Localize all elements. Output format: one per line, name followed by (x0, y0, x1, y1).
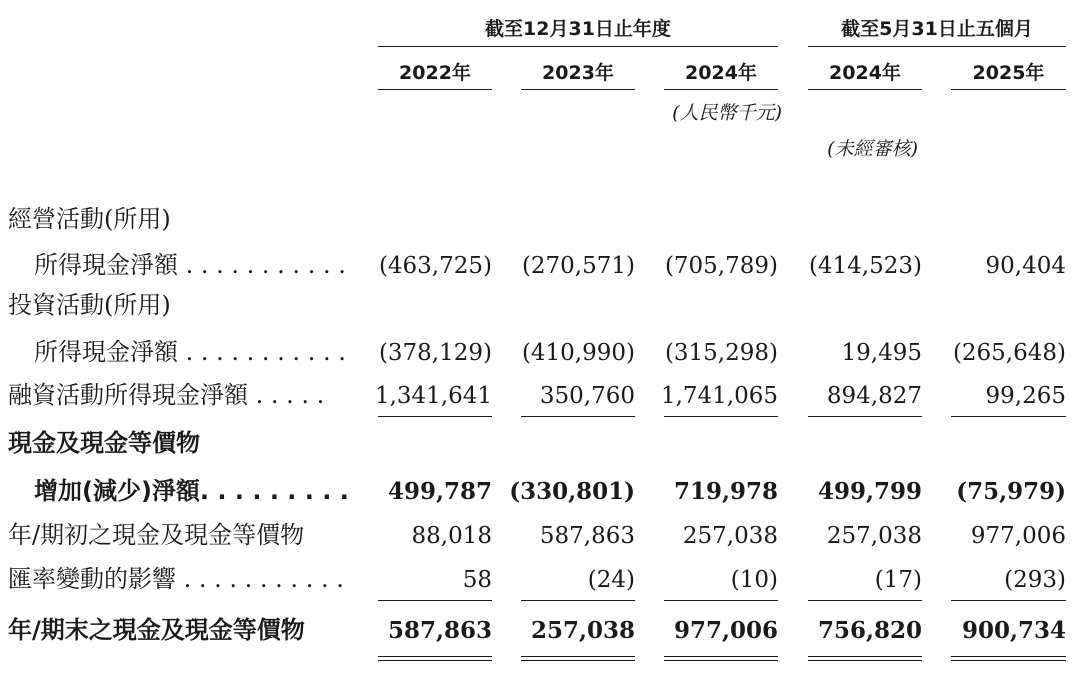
row-financing-value: 1,741,065 (660, 383, 778, 409)
row-net-change-value: 499,799 (817, 478, 922, 505)
year-header-2024-fy: 2024年 (685, 62, 757, 84)
row-opening-cash-value: 587,863 (539, 523, 635, 549)
row-operating-label-line1: 經營活動(所用) (8, 205, 171, 233)
row-net-change-value: (330,801) (509, 478, 635, 505)
row-net-change-value: 499,787 (387, 478, 492, 505)
subtotal-rule (521, 416, 635, 417)
year-header-2025-5m-underline (951, 89, 1066, 90)
header-group-fiscal-year-underline (378, 46, 778, 47)
row-operating-value: (705,789) (664, 253, 778, 279)
header-group-five-months: 截至5月31日止五個月 (841, 18, 1033, 40)
grand-total-double-rule (521, 656, 635, 661)
row-closing-cash-value: 756,820 (817, 617, 922, 644)
subtotal-rule (378, 416, 492, 417)
row-operating-value: 90,404 (985, 253, 1066, 279)
unit-note: (人民幣千元) (672, 102, 782, 124)
total-rule (378, 600, 492, 601)
row-fx-effect-value: (17) (874, 567, 922, 593)
row-closing-cash-value: 257,038 (530, 617, 635, 644)
row-opening-cash-label: 年/期初之現金及現金等價物 (8, 521, 305, 549)
grand-total-double-rule (808, 656, 922, 661)
row-net-change-label-line2: 增加(減少)淨額. . . . . . . . . (34, 477, 349, 505)
total-rule (951, 600, 1066, 601)
row-net-change-label-line1: 現金及現金等價物 (8, 429, 200, 457)
row-fx-effect-value: (24) (587, 567, 635, 593)
row-opening-cash-value: 257,038 (682, 523, 778, 549)
row-net-change-value: 719,978 (673, 478, 778, 505)
row-fx-effect-value: 58 (462, 567, 492, 593)
row-opening-cash-value: 977,006 (970, 523, 1066, 549)
row-opening-cash-value: 257,038 (826, 523, 922, 549)
year-header-2025-5m: 2025年 (972, 62, 1045, 84)
subtotal-rule (664, 416, 778, 417)
row-operating-value: (463,725) (378, 253, 492, 279)
subtotal-rule (808, 416, 922, 417)
row-opening-cash-value: 88,018 (411, 523, 492, 549)
row-closing-cash-value: 587,863 (387, 617, 492, 644)
row-financing-value: 99,265 (985, 383, 1066, 409)
row-investing-label-line2: 所得現金淨額 . . . . . . . . . . . (34, 338, 346, 366)
total-rule (664, 600, 778, 601)
header-group-fiscal-year: 截至12月31日止年度 (485, 18, 671, 40)
row-fx-effect-value: (293) (1004, 567, 1066, 593)
year-header-2022-underline (378, 89, 492, 90)
header-group-five-months-underline (808, 46, 1066, 47)
subtotal-rule (951, 416, 1066, 417)
year-header-2022: 2022年 (399, 62, 471, 84)
row-financing-value: 350,760 (539, 383, 635, 409)
year-header-2024-5m-underline (808, 89, 922, 90)
unaudited-note: (未經審核) (827, 138, 918, 160)
row-operating-label-line2: 所得現金淨額 . . . . . . . . . . . (34, 251, 346, 279)
row-financing-label: 融資活動所得現金淨額 . . . . . (8, 381, 325, 409)
row-investing-value: (378,129) (378, 340, 492, 366)
year-header-2023-underline (521, 89, 635, 90)
total-rule (808, 600, 922, 601)
row-investing-label-line1: 投資活動(所用) (8, 291, 171, 319)
row-closing-cash-value: 977,006 (673, 617, 778, 644)
row-closing-cash-value: 900,734 (961, 617, 1066, 644)
grand-total-double-rule (951, 656, 1066, 661)
year-header-2023: 2023年 (542, 62, 614, 84)
row-financing-value: 1,341,641 (374, 383, 492, 409)
row-investing-value: (265,648) (952, 340, 1066, 366)
row-operating-value: (414,523) (808, 253, 922, 279)
grand-total-double-rule (378, 656, 492, 661)
row-fx-effect-value: (10) (730, 567, 778, 593)
row-closing-cash-label: 年/期末之現金及現金等價物 (8, 616, 305, 644)
row-investing-value: 19,495 (841, 340, 922, 366)
grand-total-double-rule (664, 656, 778, 661)
row-net-change-value: (75,979) (956, 478, 1066, 505)
row-financing-value: 894,827 (826, 383, 922, 409)
row-investing-value: (410,990) (521, 340, 635, 366)
row-investing-value: (315,298) (664, 340, 778, 366)
total-rule (521, 600, 635, 601)
row-operating-value: (270,571) (521, 253, 635, 279)
row-fx-effect-label: 匯率變動的影響 . . . . . . . . . . . (8, 565, 344, 593)
year-header-2024-5m: 2024年 (829, 62, 901, 84)
year-header-2024-fy-underline (664, 89, 778, 90)
